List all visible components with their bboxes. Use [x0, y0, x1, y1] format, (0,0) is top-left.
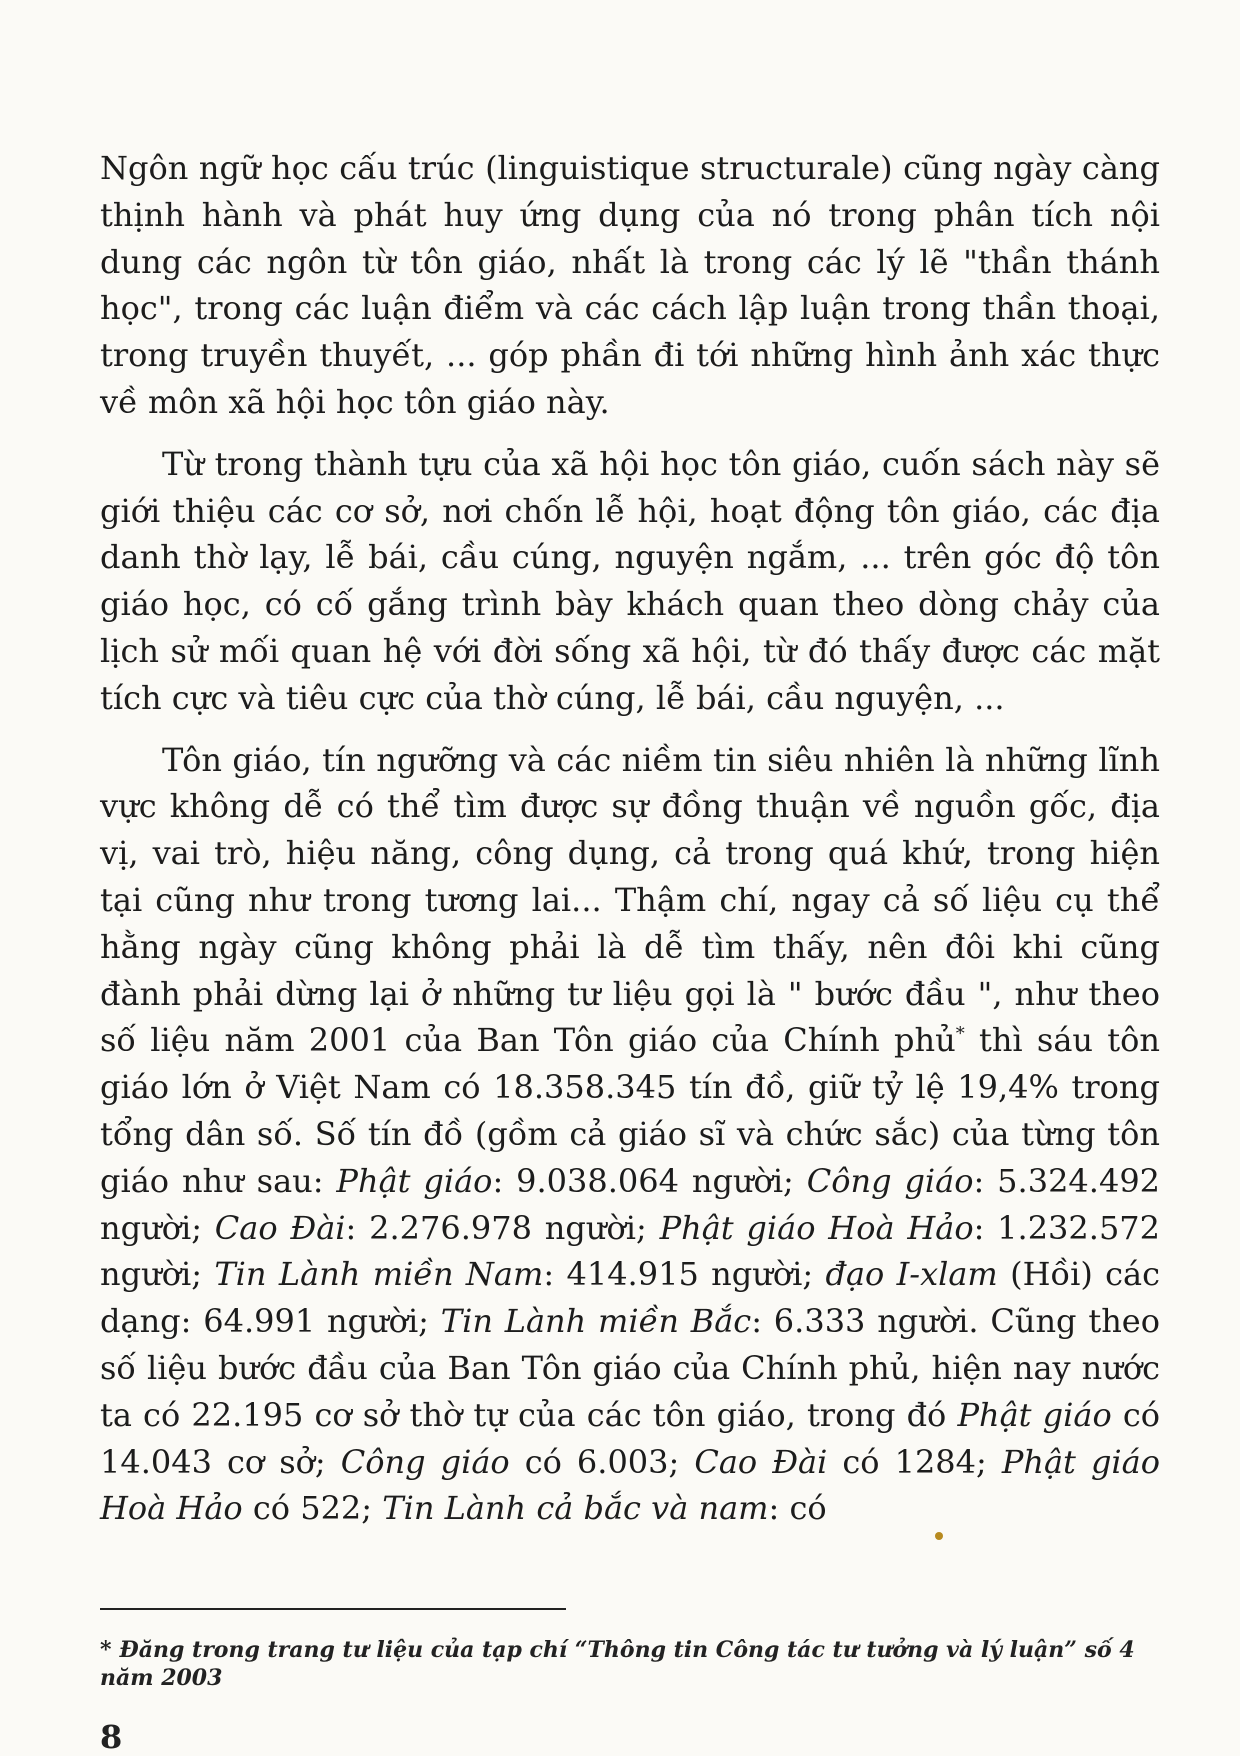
footnote-marker: * — [100, 1637, 112, 1663]
text-run: : 5.324.492 người; — [100, 1161, 1161, 1247]
text-run: có 522; — [242, 1489, 383, 1528]
religion-name: Tin Lành cả bắc và nam — [382, 1489, 769, 1528]
religion-name: Phật giáo — [336, 1161, 493, 1200]
religion-name: Công giáo — [806, 1161, 974, 1200]
text-run: có 14.043 cơ sở; — [100, 1395, 1161, 1481]
text-run: : 1.232.572 người; — [100, 1208, 1161, 1294]
paragraph-book-introduction: Từ trong thành tựu của xã hội học tôn giáo, cuốn sách này sẽ giới thiệu các cơ sở, nơi chốn lễ hội, hoạt động tôn giáo, các địa danh thờ lạy, lễ bái, cầu cúng, nguyện ngắm, ... trên góc độ tôn giáo học, có cố gắng trình bày khách quan theo dòng chảy của lịch sử mối quan hệ với đời sống xã hội, từ đó thấy được các mặt tích cực và tiêu cực của thờ cúng, lễ bái, cầu nguyện, ... — [100, 444, 1160, 717]
footnote-text: Đăng trong trang tư liệu của tạp chí “Thông tin Công tác tư tưởng và lý luận” số 4 năm 2003 — [100, 1637, 1135, 1691]
text-run: : 2.276.978 người; — [345, 1208, 660, 1247]
religion-name: Công giáo — [340, 1442, 510, 1481]
page-number: 8 — [100, 1718, 123, 1756]
footnote — [100, 1636, 1160, 1692]
text-run: có 6.003; — [509, 1442, 695, 1481]
religion-name: Phật giáo Hoà Hảo — [100, 1442, 1160, 1528]
religion-name: đạo I-xlam — [825, 1255, 998, 1294]
text-run: : có — [768, 1489, 827, 1528]
body-text — [100, 145, 1160, 1532]
text-run: : 9.038.064 người; — [492, 1161, 807, 1200]
ink-dot — [935, 1532, 943, 1540]
footnote-divider — [100, 1608, 566, 1610]
text-run: có 1284; — [827, 1442, 1002, 1481]
religion-name: Tin Lành miền Nam — [214, 1255, 544, 1294]
footnote-reference: * — [955, 1023, 965, 1045]
paragraph-structural-linguistics: Ngôn ngữ học cấu trúc (linguistique structurale) cũng ngày càng thịnh hành và phát huy ứng dụng của nó trong phân tích nội dung các ngôn từ tôn giáo, nhất là trong các lý lẽ "thần thánh học", trong các luận điểm và các cách lập luận trong thần thoại, trong truyền thuyết, ... góp phần đi tới những hình ảnh xác thực về môn xã hội học tôn giáo này. — [100, 149, 1160, 421]
religion-name: Tin Lành miền Bắc — [440, 1302, 752, 1341]
text-run: (Hồi) các dạng: 64.991 người; — [100, 1255, 1161, 1341]
religion-name: Cao Đài — [214, 1208, 346, 1247]
religion-name: Cao Đài — [694, 1442, 828, 1481]
paragraph-religion-statistics — [100, 737, 1160, 1533]
text-run: Tôn giáo, tín ngưỡng và các niềm tin siêu nhiên là những lĩnh vực không dễ có thể tìm được sự đồng thuận về nguồn gốc, địa vị, vai trò, hiệu năng, công dụng, cả trong quá khứ, trong hiện tại cũng như trong tương lai... Thậm chí, ngay cả số liệu cụ thể hằng ngày cũng không phải là dễ tìm thấy, nên đôi khi cũng đành phải dừng lại ở những tư liệu gọi là " bước đầu ", như theo số liệu năm 2001 của Ban Tôn giáo của Chính phủ — [100, 740, 1160, 1060]
religion-name: Phật giáo — [957, 1395, 1112, 1434]
text-run: thì sáu tôn giáo lớn ở Việt Nam có 18.358.345 tín đồ, giữ tỷ lệ 19,4% trong tổng dân số. Số tín đồ (gồm cả giáo sĩ và chức sắc) của từng tôn giáo như sau: — [100, 1021, 1160, 1200]
text-run: : 6.333 người. Cũng theo số liệu bước đầu của Ban Tôn giáo của Chính phủ, hiện nay nước ta có 22.195 cơ sở thờ tự của các tôn giáo, trong đó — [100, 1302, 1161, 1434]
religion-name: Phật giáo Hoà Hảo — [659, 1208, 974, 1247]
text-run: : 414.915 người; — [543, 1255, 826, 1294]
